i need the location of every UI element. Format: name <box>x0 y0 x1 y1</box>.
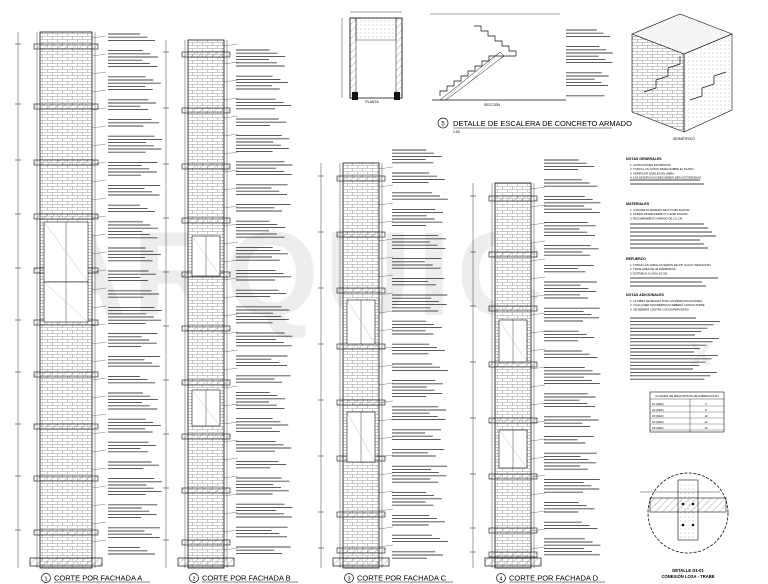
slab-band <box>337 548 385 553</box>
slab-band <box>337 512 385 517</box>
annotation-column-5 <box>566 30 613 96</box>
table-cell: K4 (DEF) <box>652 419 664 424</box>
section-title-text: CORTE POR FACHADA C <box>357 573 447 583</box>
watermark-text: ARQUIC <box>40 207 550 341</box>
note-line: 2. TODAS LAS COTAS RIGEN SOBRE EL PLANO. <box>630 167 695 172</box>
table-cell: 14 <box>704 425 708 430</box>
table-cell: 6 <box>705 401 707 406</box>
slab-band <box>182 488 230 493</box>
foundation <box>178 558 234 566</box>
note-line: 3. SE DEBERÁ CONTAR CON SUPERVISIÓN. <box>630 307 690 312</box>
section-number: 3 <box>347 576 351 583</box>
foundation <box>30 558 102 566</box>
wall-section-3 <box>318 163 393 568</box>
wall-section-2 <box>163 40 238 568</box>
slab-band <box>489 418 537 423</box>
stair-section <box>430 14 566 107</box>
wall-section-1 <box>15 32 106 568</box>
section-number: 2 <box>192 576 196 583</box>
slab-band <box>182 52 230 57</box>
wall-section-4 <box>470 183 545 568</box>
note-line: 1. ACOTACIONES EN METROS. <box>630 163 672 167</box>
note-line: 1. LA OBRA SE REGIRÁ POR LAS ESPECIFICACIONES. <box>630 299 703 303</box>
table-title: CUADRO DE REQUISITOS DE FABRICACIÓN <box>655 394 719 398</box>
table-cell: 10 <box>704 413 708 418</box>
section-title-4 <box>497 574 606 583</box>
section-title-2 <box>190 574 299 583</box>
slab-band <box>34 104 98 109</box>
annotation-column-1 <box>108 34 162 554</box>
annotation-column-3 <box>392 150 448 558</box>
slab-band <box>34 44 98 49</box>
annotation-column-4 <box>544 160 600 555</box>
section-title-text: CORTE POR FACHADA B <box>202 573 291 583</box>
stair-plan <box>342 12 402 104</box>
notes-materials-title: MATERIALES <box>626 202 650 206</box>
slab-band <box>182 540 230 545</box>
table-cell: K5 (DEF) <box>652 425 664 430</box>
slab-band <box>182 326 230 331</box>
requirements-table <box>650 392 724 432</box>
notes-block <box>626 157 720 379</box>
section-number: 1 <box>44 576 48 583</box>
slab-band <box>489 196 537 201</box>
slab-band <box>34 424 98 429</box>
slab-band <box>34 214 98 219</box>
slab-band <box>337 232 385 237</box>
stair-iso-label: ISOMÉTRICO <box>672 137 696 141</box>
detail-d1-drawing <box>640 473 728 579</box>
note-line: 3. ESTRIBOS A CADA 20 CM. <box>630 271 668 276</box>
table-cell: K3 (DEF) <box>652 413 664 418</box>
slab-band <box>489 474 537 479</box>
stair-detail-title: DETALLE DE ESCALERA DE CONCRETO ARMADO <box>453 119 632 128</box>
slab-band <box>182 434 230 439</box>
notes-general-title: NOTAS GENERALES <box>626 157 662 161</box>
table-cell: K2 (DEF) <box>652 407 664 412</box>
slab-band <box>337 288 385 293</box>
detail-name: CONEXIÓN LOSA - TRABE <box>661 574 715 579</box>
slab-band <box>34 372 98 377</box>
stair-detail-drawing <box>342 12 732 141</box>
note-line: 3. RECUBRIMIENTO MÍNIMO DE 2.5 CM. <box>630 216 683 221</box>
slab-band <box>182 218 230 223</box>
stair-plan-label: PLANTA <box>365 100 379 104</box>
slab-band <box>182 380 230 385</box>
annotation-column-2 <box>236 50 292 553</box>
foundation <box>485 558 541 566</box>
table-cell: K1 (DEF) <box>652 401 664 406</box>
note-line: 3. VERIFICAR NIVELES EN OBRA. <box>630 171 675 176</box>
note-line: 2. ACERO DE REFUERZO FY=4200 KG/CM2. <box>630 212 689 217</box>
section-title-text: CORTE POR FACHADA A <box>54 573 143 583</box>
slab-band <box>489 362 537 367</box>
table-cell: 12 <box>704 419 708 424</box>
slab-band <box>489 252 537 257</box>
stair-detail-scale: 1:50 <box>453 130 460 134</box>
slab-band <box>34 530 98 535</box>
slab-band <box>337 400 385 405</box>
slab-band <box>489 528 537 533</box>
slab-band <box>34 160 98 165</box>
watermark-subtext: x <box>690 330 713 374</box>
slab-band <box>182 164 230 169</box>
note-line: 1. CONCRETO ARMADO DE F'C=250 KG/CM2. <box>630 208 691 212</box>
slab-band <box>182 108 230 113</box>
foundation <box>333 558 389 566</box>
detail-code: DETALLE D1-01 <box>672 568 704 573</box>
slab-band <box>489 306 537 311</box>
notes-additional-title: NOTAS ADICIONALES <box>626 293 664 297</box>
section-title-text: CORTE POR FACHADA D <box>509 573 599 583</box>
note-line: 2. TRASLAPES DE 40 DIÁMETROS. <box>630 267 677 272</box>
slab-band <box>337 344 385 349</box>
table-cell: 8 <box>705 407 707 412</box>
note-line: 4. LAS MODIFICACIONES DEBEN SER AUTORIZADAS. <box>630 175 702 180</box>
slab-band <box>337 176 385 181</box>
note-line: 2. CUALQUIER DISCREPANCIA DEBERÁ CONSULTARSE. <box>630 303 706 308</box>
slab-band <box>489 552 537 557</box>
notes-refuerzo-title: REFUERZO <box>626 257 646 261</box>
stair-isometric <box>632 14 732 141</box>
section-title-1 <box>42 574 151 583</box>
section-title-3 <box>345 574 454 583</box>
section-number: 4 <box>499 576 503 583</box>
stair-detail-number: 5 <box>441 121 445 128</box>
slab-band <box>34 476 98 481</box>
note-line: 1. TODAS LAS VARILLAS SERÁN DE 3/8" SALVO INDICACIÓN. <box>630 263 712 267</box>
stair-section-label: SECCIÓN <box>484 103 500 107</box>
